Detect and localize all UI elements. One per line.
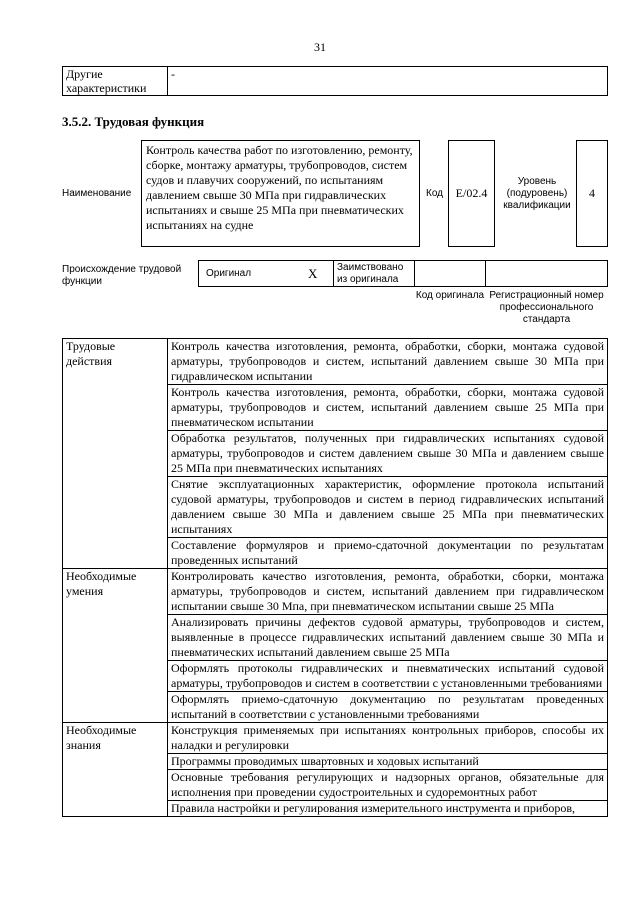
section-title: 3.5.2. Трудовая функция <box>62 114 205 129</box>
origin-reg-cell <box>485 260 608 287</box>
table-row <box>63 339 608 385</box>
table-cell: Контроль качества изготовления, ремонта, обработки, сборки, монтажа судовой арматуры, трубопроводов и систем, испытаний давлением свыше 25 МПа при пневматическом испытании <box>168 385 608 431</box>
row-label-skills: Необходимые умения <box>63 569 168 723</box>
table-cell: Оформлять приемо-сдаточную документацию по результатам проведенных испытаний в соответствии с установленными требованиями <box>168 692 608 723</box>
code-label: Код <box>426 188 444 199</box>
table-cell: Программы проводимых швартовных и ходовых испытаний <box>168 754 608 770</box>
other-characteristics-value: - <box>168 67 608 96</box>
origin-original: Оригинал <box>206 268 252 279</box>
code-original-label: Код оригинала <box>415 290 485 301</box>
qualification-level: 4 <box>576 140 608 247</box>
function-details-table <box>62 338 608 817</box>
table-cell: Контроль качества изготовления, ремонта, обработки, сборки, монтажа судовой арматуры, трубопроводов и систем, испытаний давлением свыше 30 МПа при гидравлическом испытании <box>168 339 608 385</box>
table-row <box>63 569 608 615</box>
table-cell: Правила настройки и регулирования измерительного инструмента и приборов, <box>168 801 608 817</box>
origin-borrowed: Заимствовано из оригинала <box>337 262 404 285</box>
other-characteristics-label: Другие характеристики <box>63 67 168 96</box>
function-code: E/02.4 <box>448 140 495 247</box>
table-cell: Обработка результатов, полученных при гидравлических испытаниях судовой арматуры, трубопроводов и систем давлением свыше 30 МПа и давлением свыше 25 МПа при пневматических испытаниях <box>168 431 608 477</box>
origin-code-cell <box>414 260 486 287</box>
table-cell: Контролировать качество изготовления, ремонта, обработки, сборки, монтажа арматуры, трубопроводов и систем, испытаний давлением при гидравлическом испытании свыше 30 Мпа, при пневматическом испытании свыше 25 МПа <box>168 569 608 615</box>
table-row <box>63 723 608 754</box>
table-cell: Снятие эксплуатационных характеристик, оформление протокола испытаний судовой арматуры, трубопроводов и систем в период гидравлических испытаний давлением свыше 30 МПа и давлением свыше 25 МПа при пневматических испытаниях <box>168 477 608 538</box>
reg-number-label: Регистрационный номер профессионального стандарта <box>489 290 604 325</box>
table-cell: Основные требования регулирующих и надзорных органов, обязательные для исполнения при проведении судостроительных и судоремонтных работ <box>168 770 608 801</box>
table-cell: Конструкция применяемых при испытаниях контрольных приборов, способы их наладки и регулировки <box>168 723 608 754</box>
name-label: Наименование <box>62 188 132 199</box>
origin-mark: X <box>308 266 318 281</box>
function-name: Контроль качества работ по изготовлению, ремонту, сборке, монтажу арматуры, трубопроводов, систем судов и плавучих сооружений, по испытаниям давлением свыше 30 МПа при гидравлических испытаниях и свыше 25 МПа при пневматических испытаниях на судне <box>141 140 420 247</box>
level-label: Уровень (подуровень) квалификации <box>503 176 571 211</box>
row-label-knowledge: Необходимые знания <box>63 723 168 817</box>
page-number: 31 <box>314 40 326 54</box>
table-cell: Составление формуляров и приемо-сдаточной документации по результатам проведенных испытаний <box>168 538 608 569</box>
origin-label: Происхождение трудовой функции <box>62 264 182 287</box>
table-cell: Оформлять протоколы гидравлических и пневматических испытаний судовой арматуры, трубопроводов и систем в соответствии с установленными требованиями <box>168 661 608 692</box>
row-label-actions: Трудовые действия <box>63 339 168 569</box>
other-characteristics-table <box>62 66 608 96</box>
table-cell: Анализировать причины дефектов судовой арматуры, трубопроводов и систем, выявленные в процессе гидравлических испытаний давлением свыше 30 МПа и пневматических испытаний давлением свыше 25 МПа <box>168 615 608 661</box>
